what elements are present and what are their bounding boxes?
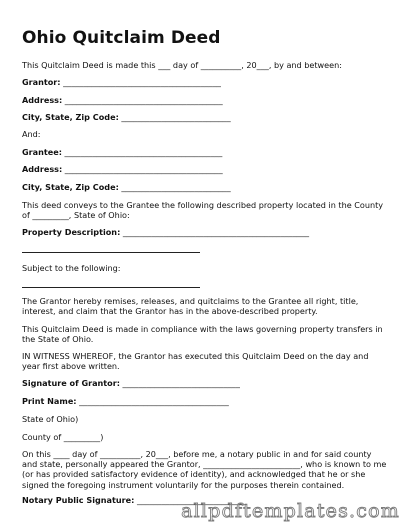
- grantee-city-line[interactable]: ___________________________: [118, 182, 231, 192]
- and-text: And:: [22, 129, 41, 139]
- grantor-city-line[interactable]: ___________________________: [118, 112, 231, 122]
- grantor-address-label: Address:: [22, 95, 63, 105]
- signature-label: Signature of Grantor:: [22, 378, 120, 388]
- intro-text: This Quitclaim Deed is made this ___ day of __________, 20___, by and between:: [22, 60, 342, 70]
- witness-paragraph: IN WITNESS WHEREOF, the Grantor has executed this Quitclaim Deed on the day and year first above written.: [22, 351, 369, 372]
- grantor-line[interactable]: _______________________________________: [60, 77, 221, 87]
- notary-signature-line[interactable]: ___________________________: [134, 495, 247, 505]
- grantee-address-line[interactable]: _______________________________________: [62, 164, 223, 174]
- grantor-address-row: [22, 95, 223, 105]
- grantor-label: Grantor:: [22, 77, 61, 87]
- print-name-line[interactable]: _____________________________________: [76, 396, 229, 406]
- signature-line[interactable]: _____________________________: [119, 378, 240, 388]
- grantee-city-row: [22, 182, 231, 192]
- county-text: County of _________): [22, 432, 104, 442]
- signature-row: [22, 378, 240, 388]
- notary-paragraph: On this ____ day of __________, 20___, before me, a notary public in and for said county and state, personally appeared the Grantor, ________________________, who is known to me (or has provided satisfactory evidence of identity), and acknowledged that he or she signed the foregoing instrument voluntarily for the purposes therein contained.: [22, 449, 387, 490]
- conveys-paragraph: This deed conveys to the Grantee the following described property located in the County of _________, State of Ohio:: [22, 200, 384, 221]
- property-extra-line[interactable]: [22, 252, 200, 253]
- grantee-line[interactable]: _______________________________________: [61, 147, 223, 157]
- subject-to-text: Subject to the following:: [22, 263, 121, 273]
- grantee-address-row: [22, 164, 223, 174]
- grantor-city-row: [22, 112, 231, 122]
- grantee-row: [22, 147, 222, 157]
- compliance-paragraph: This Quitclaim Deed is made in compliance with the laws governing property transfers in the State of Ohio.: [22, 324, 383, 345]
- property-line[interactable]: ______________________________________________: [120, 227, 310, 237]
- grantor-row: [22, 77, 221, 87]
- print-name-label: Print Name:: [22, 396, 77, 406]
- notary-signature-label: Notary Public Signature:: [22, 495, 135, 505]
- print-name-row: [22, 396, 229, 406]
- grantee-label: Grantee:: [22, 147, 62, 157]
- grantor-address-line[interactable]: _______________________________________: [62, 95, 223, 105]
- property-row: [22, 227, 309, 237]
- grantee-address-label: Address:: [22, 164, 63, 174]
- remises-paragraph: The Grantor hereby remises, releases, and quitclaims to the Grantee all right, title, interest, and claim that the Grantor has in the above-described property.: [22, 296, 359, 317]
- watermark-logo: allpdftemplates.com: [181, 500, 400, 522]
- state-text: State of Ohio): [22, 414, 79, 424]
- subject-to-line[interactable]: [22, 287, 200, 288]
- grantee-city-label: City, State, Zip Code:: [22, 182, 119, 192]
- property-label: Property Description:: [22, 227, 121, 237]
- document-title: Ohio Quitclaim Deed: [22, 28, 221, 48]
- grantor-city-label: City, State, Zip Code:: [22, 112, 119, 122]
